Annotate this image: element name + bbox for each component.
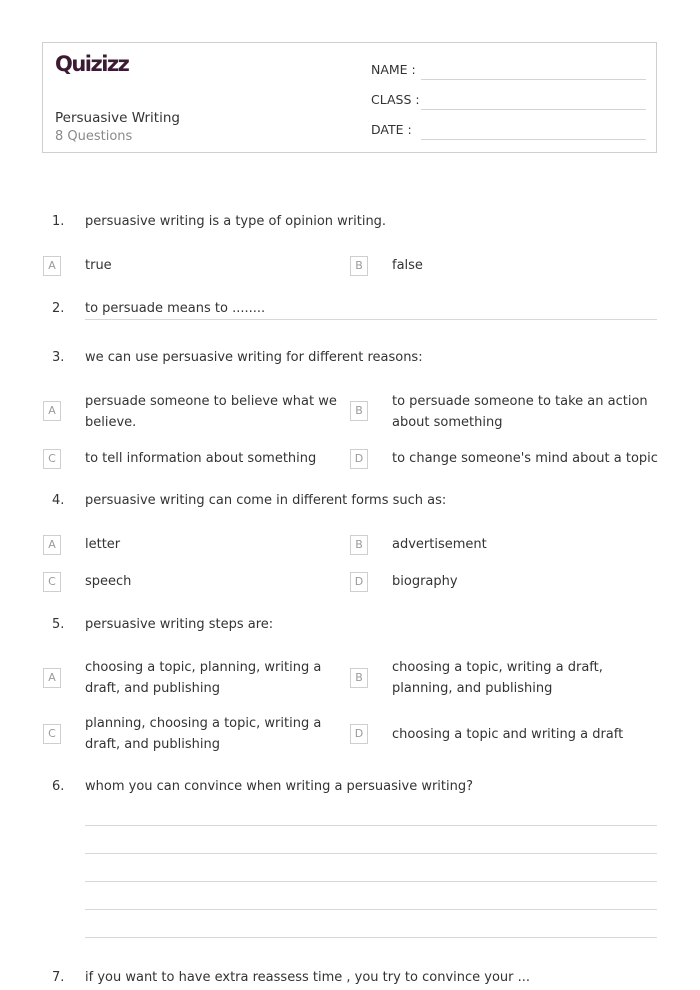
question-count: 8 Questions (55, 129, 133, 144)
answer-line[interactable] (85, 909, 657, 910)
name-label: NAME : (371, 62, 416, 77)
question-number: 7. (52, 970, 65, 985)
worksheet-title: Persuasive Writing (55, 110, 180, 126)
question-text: if you want to have extra reassess time , you try to convince your ... (85, 970, 531, 985)
option-letter[interactable]: D (350, 572, 368, 592)
option-text: to change someone's mind about a topic (392, 451, 658, 466)
question-text: whom you can convince when writing a persuasive writing? (85, 779, 474, 794)
option-text: to tell information about something (85, 451, 317, 466)
question-number: 4. (52, 493, 65, 508)
option-text: persuade someone to believe what we believe. (85, 394, 337, 430)
answer-line[interactable] (85, 319, 657, 320)
class-field (371, 88, 646, 110)
option-text: letter (85, 537, 121, 552)
answer-line[interactable] (85, 937, 657, 938)
name-line[interactable] (421, 79, 646, 80)
question-number: 6. (52, 779, 65, 794)
question-text: persuasive writing can come in different forms such as: (85, 493, 447, 508)
option-text: choosing a topic, planning, writing a draft, and publishing (85, 660, 322, 696)
option-text: biography (392, 574, 458, 589)
option-letter[interactable]: A (43, 401, 61, 421)
option-text: speech (85, 574, 132, 589)
option-letter[interactable]: B (350, 668, 368, 688)
worksheet-header (42, 42, 657, 153)
question-text: to persuade means to ........ (85, 301, 266, 316)
option-letter[interactable]: C (43, 572, 61, 592)
answer-line[interactable] (85, 881, 657, 882)
question-number: 5. (52, 617, 65, 632)
question-text: we can use persuasive writing for different reasons: (85, 350, 423, 365)
class-label: CLASS : (371, 92, 420, 107)
option-text: advertisement (392, 537, 487, 552)
option-letter[interactable]: C (43, 724, 61, 744)
option-letter[interactable]: C (43, 449, 61, 469)
name-field (371, 58, 646, 80)
answer-line[interactable] (85, 825, 657, 826)
question-number: 2. (52, 301, 65, 316)
option-text: to persuade someone to take an action about something (392, 394, 648, 430)
date-field (371, 118, 646, 140)
option-text: planning, choosing a topic, writing a draft, and publishing (85, 716, 322, 752)
option-letter[interactable]: A (43, 535, 61, 555)
option-text: false (392, 258, 423, 273)
option-letter[interactable]: B (350, 256, 368, 276)
class-line[interactable] (421, 109, 646, 110)
option-letter[interactable]: A (43, 668, 61, 688)
option-letter[interactable]: B (350, 401, 368, 421)
option-letter[interactable]: D (350, 724, 368, 744)
option-text: true (85, 258, 112, 273)
date-line[interactable] (421, 139, 646, 140)
date-label: DATE : (371, 122, 412, 137)
answer-line[interactable] (85, 853, 657, 854)
option-letter[interactable]: D (350, 449, 368, 469)
quizizz-logo: Quizizz (55, 52, 129, 76)
option-text: choosing a topic, writing a draft, planning, and publishing (392, 660, 603, 696)
option-letter[interactable]: B (350, 535, 368, 555)
question-text: persuasive writing steps are: (85, 617, 274, 632)
option-text: choosing a topic and writing a draft (392, 727, 624, 742)
question-number: 3. (52, 350, 65, 365)
option-letter[interactable]: A (43, 256, 61, 276)
question-number: 1. (52, 214, 65, 229)
question-text: persuasive writing is a type of opinion writing. (85, 214, 387, 229)
